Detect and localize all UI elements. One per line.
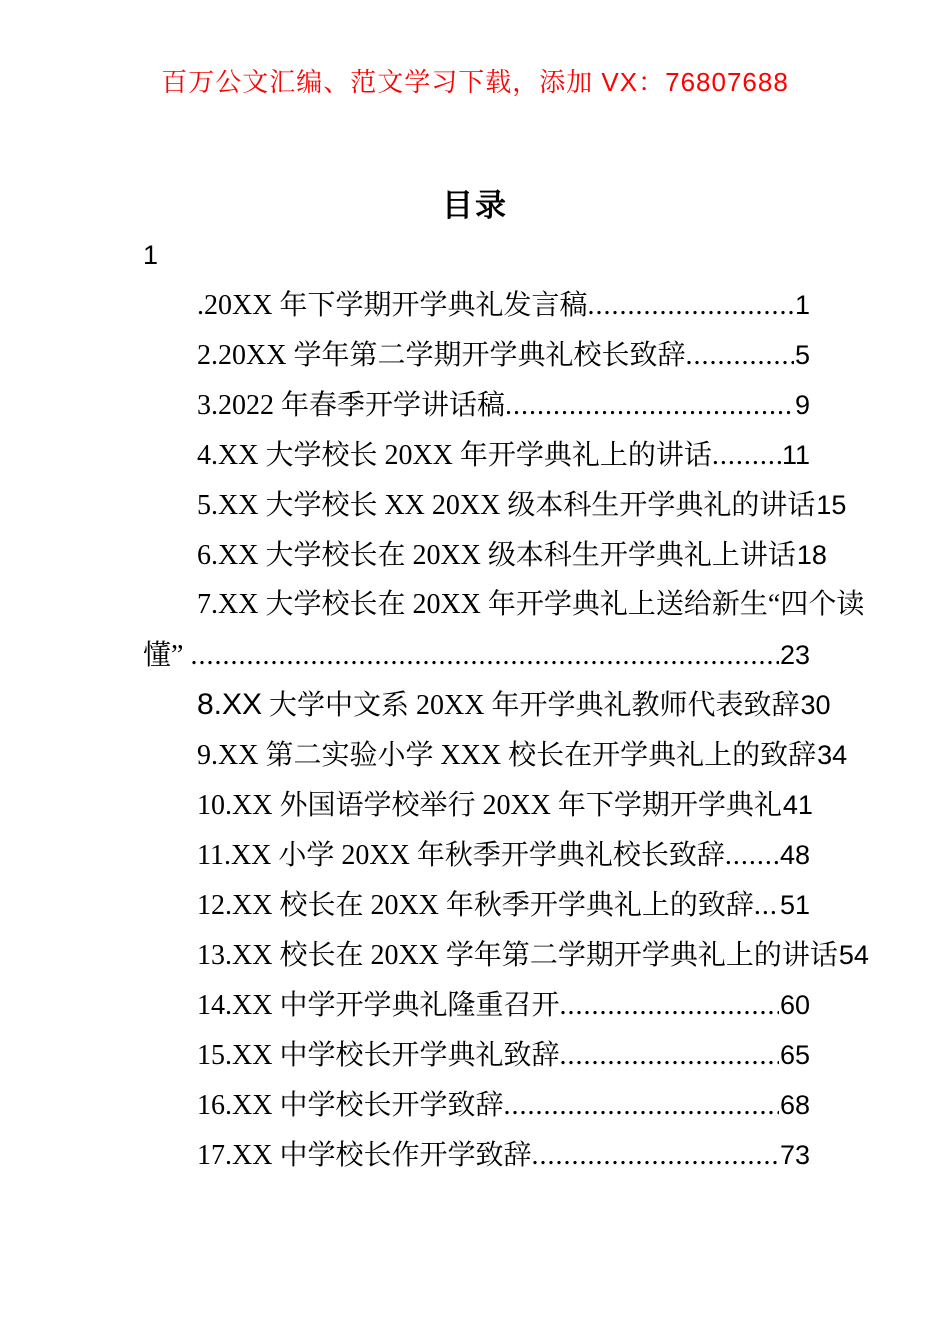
toc-page-number: 51 bbox=[779, 890, 810, 920]
toc-entry-text: 15.XX 中学校长开学典礼致辞 bbox=[197, 1040, 560, 1071]
toc-leader-dots bbox=[725, 831, 779, 881]
toc-entry-15[interactable] bbox=[143, 1030, 810, 1080]
toc-entry-text: 2.20XX 学年第二学期开学典礼校长致辞 bbox=[197, 340, 686, 371]
toc-entry-text: 9.XX 第二实验小学 XXX 校长在开学典礼上的致辞 bbox=[197, 740, 817, 771]
toc-leader-dots bbox=[505, 381, 794, 431]
toc-entry-10[interactable] bbox=[143, 780, 813, 830]
toc-page-number: 34 bbox=[817, 740, 848, 770]
toc-page-number: 73 bbox=[779, 1140, 810, 1170]
toc-entry-text: 7.XX 大学校长在 20XX 年开学典礼上送给新生“四个读 bbox=[197, 589, 865, 620]
toc-entry-prefix: 8.XX bbox=[197, 688, 263, 721]
toc-leader-dots bbox=[190, 631, 779, 681]
toc-entry-3[interactable] bbox=[143, 380, 810, 430]
stray-list-number: 1 bbox=[143, 240, 159, 270]
toc-leader-dots bbox=[754, 881, 779, 931]
toc-leader-dots bbox=[685, 331, 794, 381]
toc-leader-dots bbox=[712, 431, 781, 481]
toc-entry-7-line-1[interactable] bbox=[143, 580, 865, 630]
toc-entry-14[interactable] bbox=[143, 980, 810, 1030]
toc-page-number: 5 bbox=[794, 340, 810, 370]
toc-entry-text: 11.XX 小学 20XX 年秋季开学典礼校长致辞 bbox=[197, 840, 725, 871]
toc-entry-13[interactable] bbox=[143, 930, 869, 980]
toc-entry-7-line-2[interactable] bbox=[143, 630, 810, 680]
toc-page-number: 23 bbox=[779, 640, 810, 670]
toc-page-number: 48 bbox=[779, 840, 810, 870]
toc-page-number: 11 bbox=[781, 440, 810, 470]
toc-entry-16[interactable] bbox=[143, 1080, 810, 1130]
toc-page-number: 60 bbox=[779, 990, 810, 1020]
toc-leader-dots bbox=[531, 1131, 779, 1181]
toc-entry-17[interactable] bbox=[143, 1130, 810, 1180]
toc-entry-text: 13.XX 校长在 20XX 学年第二学期开学典礼上的讲话 bbox=[197, 940, 838, 971]
toc-page-number: 9 bbox=[794, 390, 810, 420]
toc-entry-2[interactable] bbox=[143, 330, 810, 380]
toc-entry-1[interactable] bbox=[143, 280, 810, 330]
toc-entry-text: 3.2022 年春季开学讲话稿 bbox=[197, 390, 506, 421]
toc-leader-dots bbox=[587, 281, 794, 331]
toc-page-number: 41 bbox=[782, 790, 813, 820]
toc-entry-11[interactable] bbox=[143, 830, 810, 880]
toc-entry-4[interactable] bbox=[143, 430, 810, 480]
toc-page-number: 54 bbox=[838, 940, 869, 970]
toc-entry-6[interactable] bbox=[143, 530, 827, 580]
promo-banner: 百万公文汇编、范文学习下载，添加 VX：76807688 bbox=[161, 67, 789, 97]
toc-entry-text: 17.XX 中学校长作开学致辞 bbox=[197, 1140, 532, 1171]
toc-entry-text: 大学中文系 20XX 年开学典礼教师代表致辞 bbox=[262, 690, 800, 721]
toc-entry-12[interactable] bbox=[143, 880, 810, 930]
toc-entry-text: 4.XX 大学校长 20XX 年开学典礼上的讲话 bbox=[197, 440, 712, 471]
toc-entry-text: 懂” bbox=[143, 640, 191, 671]
toc-entry-text: 14.XX 中学开学典礼隆重召开 bbox=[197, 990, 560, 1021]
toc-leader-dots bbox=[503, 1081, 779, 1131]
toc-page-number: 15 bbox=[816, 490, 847, 520]
toc-page-number: 1 bbox=[794, 290, 810, 320]
toc-entry-text: 12.XX 校长在 20XX 年秋季开学典礼上的致辞 bbox=[197, 890, 754, 921]
toc-page-number: 68 bbox=[779, 1090, 810, 1120]
toc-page-number: 65 bbox=[779, 1040, 810, 1070]
toc-entry-8[interactable] bbox=[143, 680, 831, 730]
toc-entry-text: 5.XX 大学校长 XX 20XX 级本科生开学典礼的讲话 bbox=[197, 490, 816, 521]
page-title: 目录 bbox=[442, 188, 508, 223]
toc-leader-dots bbox=[559, 981, 779, 1031]
toc-page-number: 30 bbox=[800, 690, 831, 720]
toc-entry-text: 10.XX 外国语学校举行 20XX 年下学期开学典礼 bbox=[197, 790, 782, 821]
toc-entry-text: 6.XX 大学校长在 20XX 级本科生开学典礼上讲话 bbox=[197, 540, 796, 571]
toc-entry-text: .20XX 年下学期开学典礼发言稿 bbox=[197, 290, 588, 321]
toc-entry-text: 16.XX 中学校长开学致辞 bbox=[197, 1090, 504, 1121]
toc-entry-5[interactable] bbox=[143, 480, 847, 530]
toc-section bbox=[143, 230, 869, 1180]
toc-entry-9[interactable] bbox=[143, 730, 848, 780]
toc-page-number: 18 bbox=[796, 540, 827, 570]
toc-leader-dots bbox=[559, 1031, 779, 1081]
